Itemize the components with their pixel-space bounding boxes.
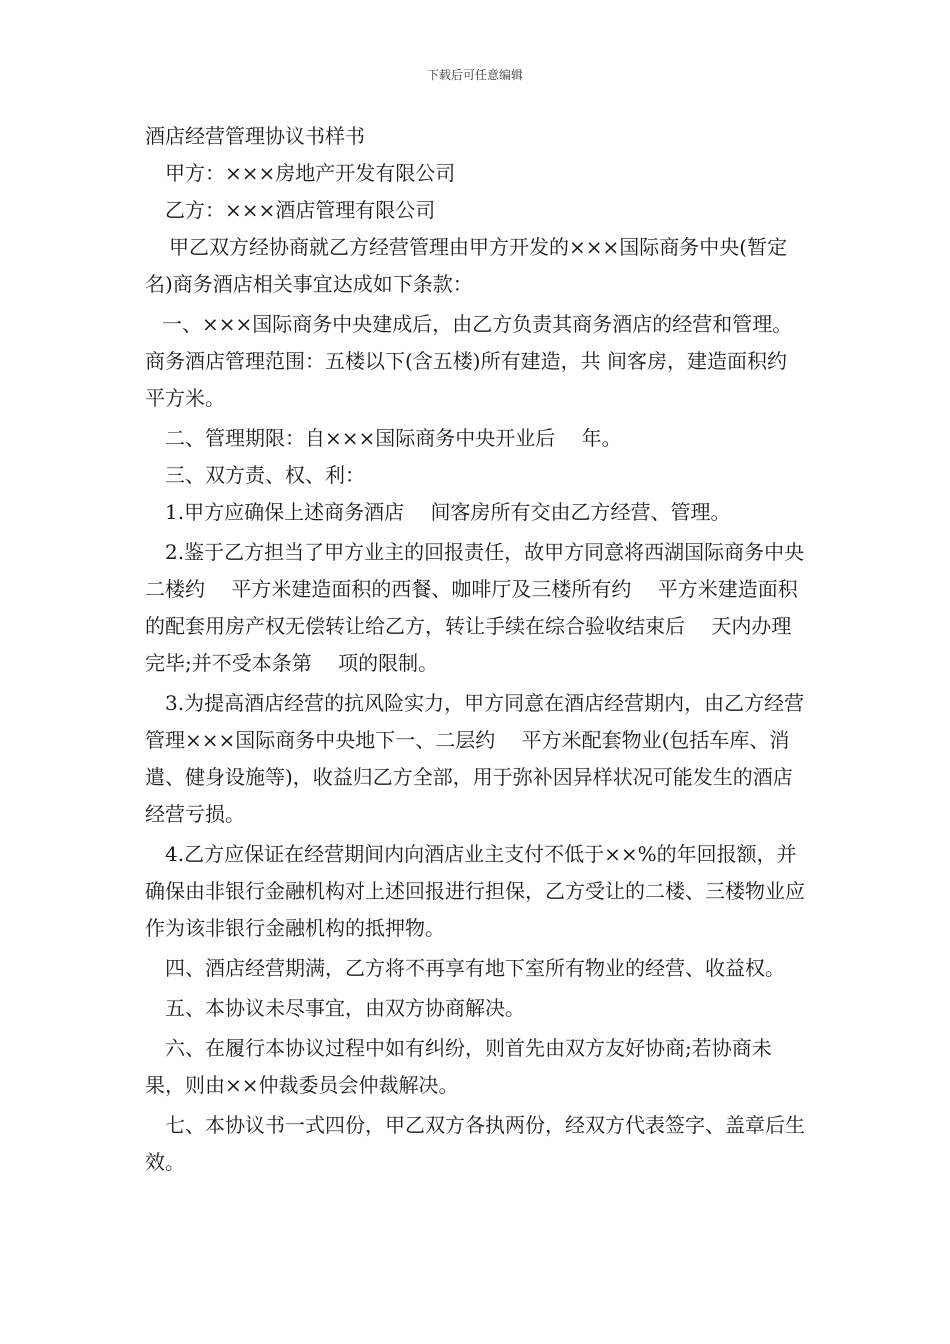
document-title: 酒店经营管理协议书样书 [145, 124, 365, 148]
clause-3-item-4: 4.乙方应保证在经营期间内向酒店业主支付不低于××%的年回报额，并确保由非银行金融机构对上述回报进行担保，乙方受让的二楼、三楼物业应作为该非银行金融机构的抵押物。 [145, 842, 805, 940]
document-body [145, 118, 854, 1181]
clause-3-item-3: 3.为提高酒店经营的抗风险实力，甲方同意在酒店经营期内，由乙方经营管理×××国际商务中央地下一、二层约 平方米配套物业(包括车库、消遣、健身设施等)，收益归乙方全部，用于弥补因异样状况可能发生的酒店经营亏损。 [145, 691, 805, 826]
clause-6: 六、在履行本协议过程中如有纠纷，则首先由双方友好协商;若协商未果，则由××仲裁委员会仲裁解决。 [145, 1036, 772, 1097]
clause-2: 二、管理期限：自×××国际商务中央开业后 年。 [165, 426, 622, 450]
clause-3-item-2: 2.鉴于乙方担当了甲方业主的回报责任，故甲方同意将西湖国际商务中央二楼约 平方米建造面积的西餐、咖啡厅及三楼所有约 平方米建造面积的配套用房产权无偿转让给乙方，转让手续在综合验收结束后 天内办理完毕;并不受本条第 项的限制。 [145, 540, 805, 675]
party-a: 甲方：×××房地产开发有限公司 [165, 161, 456, 185]
clause-7: 七、本协议书一式四份，甲乙双方各执两份，经双方代表签字、盖章后生效。 [145, 1113, 805, 1174]
clause-1: 一、×××国际商务中央建成后，由乙方负责其商务酒店的经营和管理。商务酒店管理范围：五楼以下(含五楼)所有建造，共 间客房，建造面积约 平方米。 [145, 312, 854, 410]
clause-3: 三、双方责、权、利： [165, 463, 365, 487]
clause-4: 四、酒店经营期满，乙方将不再享有地下室所有物业的经营、收益权。 [165, 956, 785, 980]
header-note: 下载后可任意编辑 [426, 68, 523, 82]
clause-3-item-1: 1.甲方应确保上述商务酒店 间客房所有交由乙方经营、管理。 [165, 500, 731, 524]
clause-5: 五、本协议未尽事宜，由双方协商解决。 [165, 996, 525, 1020]
preamble: 甲乙双方经协商就乙方经营管理由甲方开发的×××国际商务中央(暂定名)商务酒店相关事宜达成如下条款： [145, 235, 788, 296]
party-b: 乙方：×××酒店管理有限公司 [165, 198, 436, 222]
